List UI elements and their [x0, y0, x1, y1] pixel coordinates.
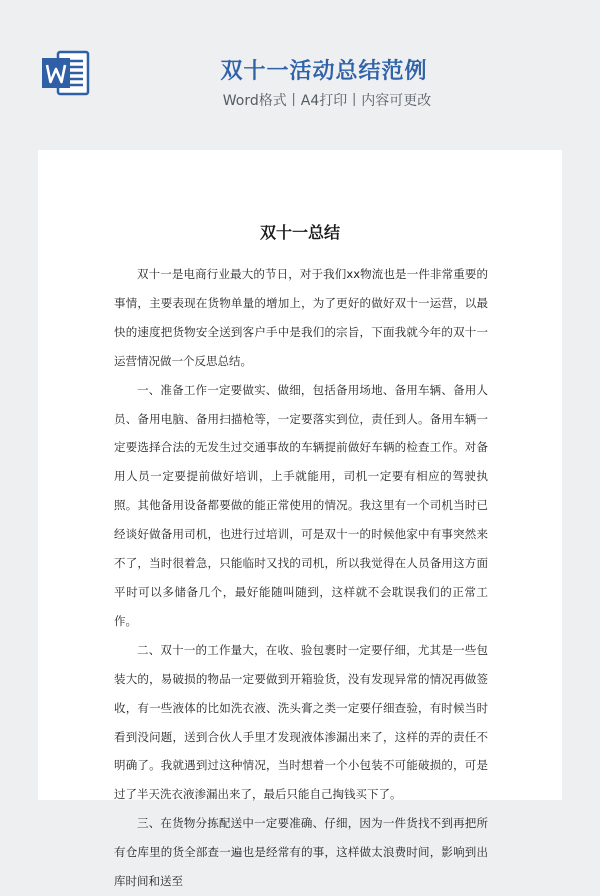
page-subtitle: Word格式丨A4打印丨内容可更改	[222, 93, 432, 109]
page-header	[0, 0, 600, 150]
document-title: 双十一总结	[259, 223, 340, 242]
paragraph: 二、双十一的工作量大，在收、验包裹时一定要仔细，尤其是一些包装大的，易破损的物品一定要做到开箱验货，没有发现异常的情况再做签收，有一些液体的比如洗衣液、洗头膏之类一定要仔细查验，有时候当时看到没问题，送到合伙人手里才发现液体渗漏出来了，这样的弄的责任不明确了。我就遇到过这种情况，当时想着一个小包装不可能破损的，可是过了半天洗衣液渗漏出来了，最后只能自己掏钱买下了。	[114, 642, 488, 802]
paragraph: 一、准备工作一定要做实、做细，包括备用场地、备用车辆、备用人员、备用电脑、备用扫描枪等，一定要落实到位，责任到人。备用车辆一定要选择合法的无发生过交通事故的车辆提前做好车辆的检查工作。对备用人员一定要提前做好培训，上手就能用，司机一定要有相应的驾驶执照。其他备用设备都要做的能正常使用的情况。我这里有一个司机当时已经谈好做备用司机，也进行过培训，可是双十一的时候他家中有事突然来不了，当时很着急，只能临时又找的司机，所以我觉得在人员备用这方面平时可以多储备几个，最好能随叫随到，这样就不会耽误我们的正常工作。	[114, 382, 488, 628]
document-body	[114, 260, 488, 896]
document-page	[38, 150, 562, 889]
paragraph: 双十一是电商行业最大的节日，对于我们xx物流也是一件非常重要的事情，主要表现在货物单量的增加上，为了更好的做好双十一运营，以最快的速度把货物安全送到客户手中是我们的宗旨，下面我就今年的双十一运营情况做一个反思总结。	[114, 267, 488, 368]
page-title: 双十一活动总结范例	[220, 59, 428, 84]
paragraph: 三、在货物分拣配送中一定要准确、仔细，因为一件货找不到再把所有仓库里的货全部查一遍也是经常有的事，这样做太浪费时间，影响到出库时间和送至	[114, 816, 488, 889]
